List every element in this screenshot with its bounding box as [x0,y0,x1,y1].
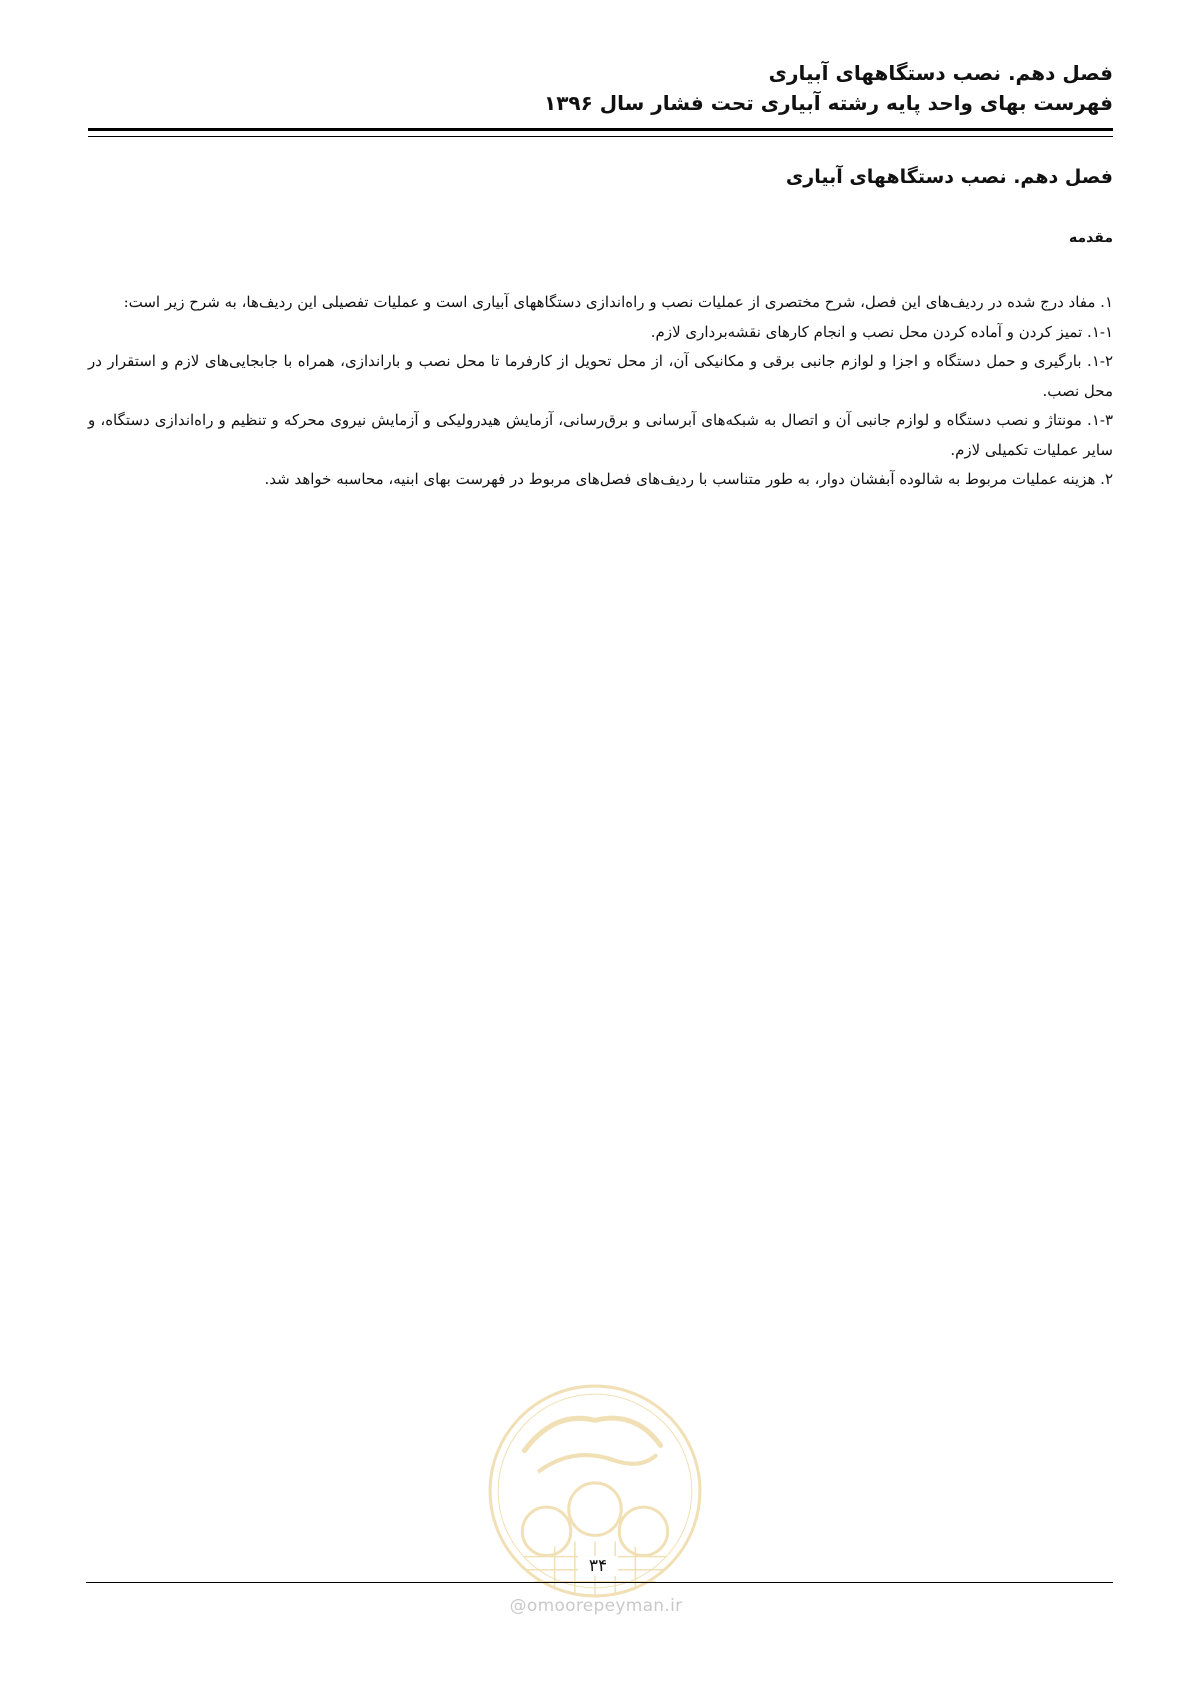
paragraph-1-3: ۱-۳. مونتاژ و نصب دستگاه و لوازم جانبی آن و اتصال به شبکه‌های آبرسانی و برق‌رسانی، آزمایش هیدرولیکی و آزمایش نیروی محرکه و تنظیم و راه‌اندازی دستگاه، و سایر عملیات تکمیلی لازم. [88,411,1113,459]
paragraph-2: ۲. هزینه عملیات مربوط به شالوده آبفشان دوار، به طور متناسب با ردیف‌های فصل‌های مربوط در فهرست بهای ابنیه، محاسبه خواهد شد. [264,470,1113,488]
section-subtitle: مقدمه [1069,230,1113,246]
section-title: فصل دهم. نصب دستگاههای آبیاری [785,166,1113,188]
footer-divider [86,1582,1113,1583]
paragraph-1-2: ۱-۲. بارگیری و حمل دستگاه و اجزا و لوازم جانبی برقی و مکانیکی آن، از محل تحویل از کارفرما تا محل نصب و باراندازی، همراه با جابجایی‌های لازم و استقرار در محل نصب. [88,352,1113,400]
header-divider-thick [88,128,1113,131]
header-divider-thin [88,136,1113,137]
page-number: ۳۴ [578,1556,618,1576]
website-watermark: @omoorepeyman.ir [509,1596,683,1616]
body-text [88,288,1113,495]
page-header [88,58,1113,118]
header-document-title: فهرست بهای واحد پایه رشته آبیاری تحت فشار سال ۱۳۹۶ [544,91,1113,115]
paragraph-1-1: ۱-۱. تمیز کردن و آماده کردن محل نصب و انجام کارهای نقشه‌برداری لازم. [650,322,1113,341]
paragraph-1: ۱. مفاد درج شده در ردیف‌های این فصل، شرح مختصری از عملیات نصب و راه‌اندازی دستگاههای آبیاری است و عملیات تفصیلی این ردیف‌ها، به شرح زیر است: [123,293,1113,311]
header-chapter-title: فصل دهم. نصب دستگاههای آبیاری [768,61,1113,85]
